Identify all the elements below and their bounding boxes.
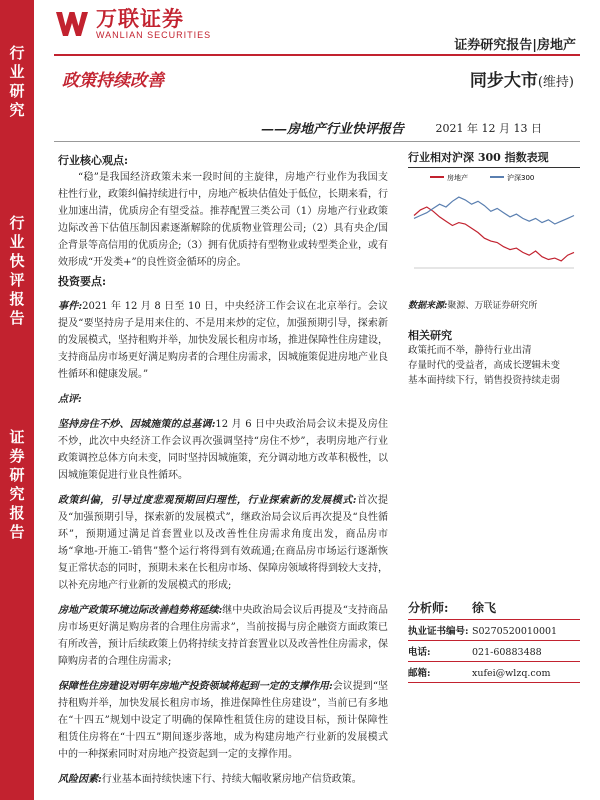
- sidebar-char: 报: [9, 290, 25, 308]
- event-label: 事件:: [58, 301, 83, 312]
- sidebar-char: 证: [9, 428, 25, 446]
- rating: [470, 66, 574, 91]
- sidebar-char: 行: [9, 44, 25, 62]
- sidebar-char: 研: [9, 466, 25, 484]
- point-text: 会议提到“坚持租购并举，加快发展长租房市场，推进保障性住房建设”，当前已有多地在“十四五”规划中设定了明确的保障性租赁住房的建设目标，预计保障性租赁住房将在“十四五”期间逐步落地，成为构建房地产行业新的发展模式中的一种探索同时对房地产投资起到一定的支撑作用。: [58, 681, 388, 760]
- sidebar-label-securities-report: [0, 428, 34, 542]
- wanlian-logo-icon: [54, 9, 90, 39]
- related-research-item[interactable]: 政策托而不举，静待行业出清: [408, 345, 532, 356]
- sidebar-char: 券: [9, 447, 25, 465]
- brand-logo: [54, 8, 211, 40]
- point-label: 房地产政策环境边际改善趋势将延续:: [58, 605, 223, 616]
- sidebar-char: 研: [9, 82, 25, 100]
- point-label: 坚持房住不炒、因城施策的总基调:: [58, 419, 216, 430]
- event-paragraph: [58, 298, 388, 383]
- brand-name-cn: 万联证券: [96, 7, 184, 31]
- source-label: 数据来源:: [408, 301, 448, 311]
- related-research-heading: 相关研究: [408, 329, 452, 342]
- event-text: 2021 年 12 月 8 日至 10 日，中央经济工作会议在北京举行。会议提及“要坚持房子是用来住的、不是用来炒的定位，加强预期引导，探索新的发展模式，坚持租购并举，加快发展长租房市场，推进保障性住房建设，支持商品房市场更好满足购房者的合理住房需求，因城施策促进房地产业良性循环和健康发展。”: [58, 301, 388, 380]
- analyst-info: [408, 596, 580, 683]
- header-divider: [54, 54, 580, 56]
- sidebar-char: 业: [9, 63, 25, 81]
- report-title: 政策持续改善: [62, 71, 164, 91]
- source-text: 聚源、万联证券研究所: [447, 301, 538, 311]
- series-line: [414, 197, 574, 224]
- point-paragraph: [58, 602, 388, 670]
- data-source: [408, 299, 580, 314]
- relative-performance-chart: [408, 168, 580, 288]
- point-label: 保障性住房建设对明年房地产投资领域将起到一定的支撑作用:: [58, 681, 333, 692]
- sidebar-label-quick-review: [0, 214, 34, 328]
- title-divider: [54, 141, 580, 142]
- core-view-text: “稳”是我国经济政策未来一段时间的主旋律，房地产行业作为我国支柱性行业，政策纠偏持续进行中，房地产板块估值处于低位，长期来看，行业加速出清，优质房企有望受益。推荐配置三类公司（1）房地产行业政策边际改善下估值压制因素逐渐解除的优质物业管理公司;（2）具有央企/国企背景等高信用的优质房企;（3）拥有优质持有型物业或转型类企业，或有效形成“开发类+”的良性资金循环的房企。: [58, 172, 388, 268]
- legend-label: 房地产: [447, 174, 468, 182]
- risk-paragraph: [58, 771, 388, 788]
- risk-text: 行业基本面持续快速下行、持续大幅收紧房地产信贷政策。: [101, 774, 362, 785]
- comment-label: 点评:: [58, 394, 82, 405]
- sidebar-char: 告: [9, 523, 25, 541]
- point-text: 首次提及“加强预期引导，探索新的发展模式”，继政治局会议后再次提及“良性循环”，预期通过满足首套置业以及改善性住房需求角度出发，商品房市场“拿地-开施工-销售”整个运行将得到有效疏通;在商品房市场运行逐渐恢复正常状态的同时，预期未来在长租房市场、保障房领域将得到较大支持，以补充房地产行业新的发展模式的形成;: [58, 495, 388, 591]
- related-research-item[interactable]: 存量时代的受益者，高成长逻辑未变: [408, 360, 561, 371]
- point-text: 12 月 6 日中央政治局会议未提及房住不炒，此次中央经济工作会议再次强调坚持“房住不炒”，表明房地产行业政策调控总体方向未变，同时坚持因城施策，充分调动地方改革积极性，以因城施策促进行业良性循环。: [58, 419, 388, 481]
- analyst-row: 分析师: 徐飞: [408, 596, 580, 620]
- sidebar-char: 业: [9, 233, 25, 251]
- analyst-name: 徐飞: [472, 601, 497, 615]
- main-content: [58, 150, 388, 788]
- report-subtitle: ——房地产行业快评报告: [260, 122, 404, 137]
- series-line: [414, 207, 574, 261]
- rating-note: (维持): [537, 75, 574, 90]
- brand-name-en: WANLIAN SECURITIES: [96, 30, 212, 40]
- core-view-heading: 行业核心观点:: [58, 154, 129, 167]
- point-text: 继中央政治局会议后再提及“支持商品房市场更好满足购房者的合理住房需求”，当前按揭与房企融资方面政策已有所改善，预计后续政策上仍将持续支持首套置业以及改善性住房需求，保障购房者的合理住房需求;: [58, 605, 388, 667]
- sidebar-char: 评: [9, 271, 25, 289]
- sidebar-char: 快: [9, 252, 25, 270]
- sidebar-char: 报: [9, 504, 25, 522]
- phone-row: 电话: 021-60883488: [408, 641, 580, 662]
- report-date: 2021 年 12 月 13 日: [435, 122, 542, 135]
- license-row: 执业证书编号: S0270520010001: [408, 620, 580, 641]
- chart-title: 行业相对沪深 300 指数表现: [408, 150, 580, 168]
- sidebar-char: 究: [9, 101, 25, 119]
- sidebar-label-industry-research: [0, 44, 34, 120]
- risk-label: 风险因素:: [58, 774, 102, 785]
- related-research-item[interactable]: 基本面持续下行，销售投资持续走弱: [408, 375, 561, 386]
- point-paragraph: [58, 416, 388, 484]
- point-paragraph: [58, 678, 388, 763]
- sidebar-char: 行: [9, 214, 25, 232]
- invest-heading: 投资要点:: [58, 275, 107, 288]
- point-label: 政策纠偏，引导过度悲观预期回归理性，行业探索新的发展模式:: [58, 495, 357, 506]
- sidebar-char: 究: [9, 485, 25, 503]
- legend-label: 沪深300: [507, 174, 535, 182]
- email-row: 邮箱: xufei@wlzq.com: [408, 662, 580, 683]
- sidebar: [0, 0, 34, 800]
- email-address[interactable]: xufei@wlzq.com: [472, 668, 551, 679]
- phone-number: 021-60883488: [472, 647, 542, 658]
- license-number: S0270520010001: [472, 626, 558, 637]
- right-column: [408, 150, 580, 388]
- related-research-list: [408, 343, 580, 388]
- rating-value: 同步大市: [469, 71, 538, 91]
- report-type: 证券研究报告|房地产: [454, 38, 576, 53]
- point-paragraph: [58, 492, 388, 594]
- sidebar-char: 告: [9, 309, 25, 327]
- points-list: [58, 416, 388, 763]
